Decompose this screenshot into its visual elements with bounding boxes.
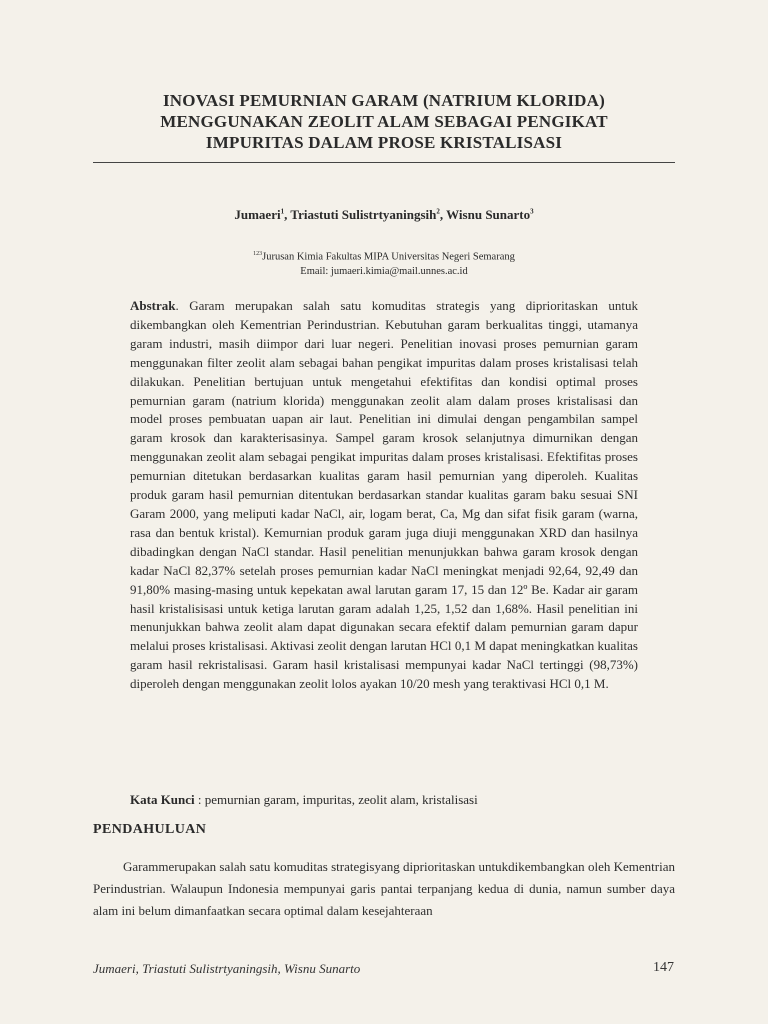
title-divider bbox=[93, 162, 675, 163]
author-1: Jumaeri bbox=[234, 207, 281, 222]
abstract-text: . Garam merupakan salah satu komuditas strategis yang diprioritaskan untuk dikembangkan oleh Kementrian Perindustrian. Kebutuhan garam berkualitas tinggi, utamanya garam industri, masih diimpor dari luar negeri. Penelitian inovasi proses pemurnian garam menggunakan filter zeolit alam sebagai bahan pengikat impuritas dalam proses kristalisasi telah dilakukan. Penelitian bertujuan untuk mengetahui efektifitas dan kondisi optimal proses pemurnian garam (natrium klorida) menggunakan zeolit alam dalam proses kristalisasi dan model proses pembuatan uapan air laut. Penelitian ini dimulai dengan pengambilan sampel garam krosok dan karakterisasinya. Sampel garam krosok selanjutnya dimurnikan dengan menggunakan zeolit alam sebagai pengikat impuritas dalam proses kristalisasi. Efektifitas proses pemurnian ditetukan berdasarkan kualitas garam hasil pemurnian yang diperoleh. Kualitas produk garam hasil pemurnian ditentukan berdasarkan standar kualitas garam baku sesuai SNI Garam 2000, yang meliputi kadar NaCl, air, logam berat, Ca, Mg dan sifat fisik garam (warna, rasa dan bentuk kristal). Kemurnian produk garam juga diuji menggunakan XRD dan hasilnya dibadingkan dengan NaCl standar. Hasil penelitian menunjukkan bahwa garam krosok dengan kadar NaCl 82,37% setelah proses pemurnian kadar NaCl meningkat menjadi 92,64, 92,49 dan 91,80% masing-masing untuk kepekatan awal larutan garam 17, 15 dan 12º Be. Kadar air garam hasil kristalisisasi untuk ketiga larutan garam adalah 1,25, 1,52 dan 1,68%. Hasil penelitian ini menunjukkan bahwa zeolit alam dapat digunakan secara efektif dalam pemurnian garam dapur melalui proses kristalisasi. Aktivasi zeolit dengan larutan HCl 0,1 M dapat meningkatkan kualitas garam hasil rekristalisasi. Garam hasil kristalisasi mempunyai kadar NaCl tertinggi (98,73%) diperoleh dengan menggunakan zeolit lolos ayakan 10/20 mesh yang teraktivasi HCl 0,1 M. bbox=[130, 298, 638, 692]
introduction-body bbox=[93, 856, 675, 922]
affiliation-sup: 123 bbox=[253, 251, 263, 257]
title-line-2: MENGGUNAKAN ZEOLIT ALAM SEBAGAI PENGIKAT bbox=[160, 112, 608, 131]
keywords bbox=[130, 792, 638, 808]
affiliation bbox=[93, 247, 675, 279]
abstract bbox=[130, 297, 638, 694]
author-2: , Triastuti Sulistrtyaningsih bbox=[284, 207, 437, 222]
author-list bbox=[93, 207, 675, 223]
author-3-sup: 3 bbox=[530, 207, 534, 216]
author-2-sup: 2 bbox=[436, 207, 440, 216]
author-1-sup: 1 bbox=[280, 207, 285, 216]
intro-paragraph: Garammerupakan salah satu komuditas strategisyang diprioritaskan untukdikembangkan oleh Kementrian Perindustrian. Walaupun Indonesia mempunyai garis pantai terpanjang kedua di dunia, namun sumber daya alam ini belum dimanfaatkan secara optimal dalam kesejahteraan bbox=[93, 859, 675, 918]
section-heading: PENDAHULUAN bbox=[93, 822, 207, 837]
page-number: 147 bbox=[653, 960, 674, 975]
title-line-1: INOVASI PEMURNIAN GARAM (NATRIUM KLORIDA) bbox=[162, 91, 605, 110]
author-3: , Wisnu Sunarto bbox=[439, 207, 531, 222]
author-email: Email: jumaeri.kimia@mail.unnes.ac.id bbox=[300, 265, 468, 277]
title-line-3: IMPURITAS DALAM PROSE KRISTALISASI bbox=[205, 133, 563, 152]
affiliation-text: Jurusan Kimia Fakultas MIPA Universitas Negeri Semarang bbox=[262, 251, 515, 263]
affiliation-line bbox=[93, 247, 675, 265]
footer-authors: Jumaeri, Triastuti Sulistrtyaningsih, Wisnu Sunarto bbox=[93, 961, 361, 976]
paper-title bbox=[93, 90, 675, 153]
keywords-label: Kata Kunci bbox=[130, 792, 195, 807]
keywords-text: : pemurnian garam, impuritas, zeolit alam, kristalisasi bbox=[194, 792, 478, 807]
abstract-label: Abstrak bbox=[130, 298, 176, 313]
